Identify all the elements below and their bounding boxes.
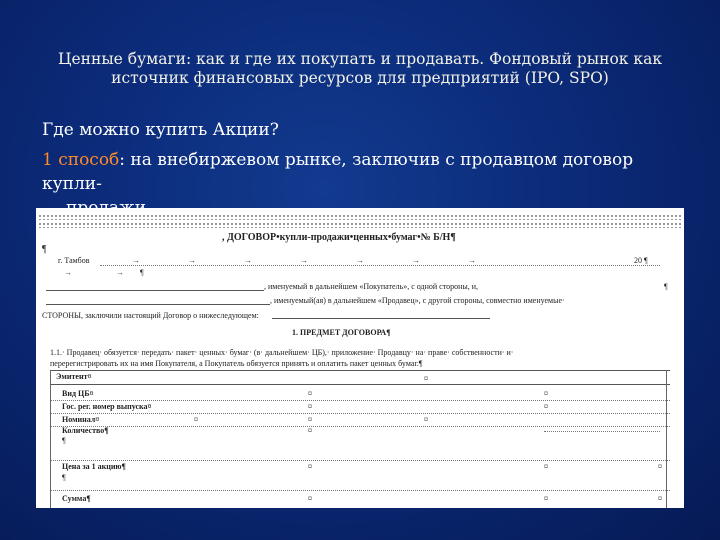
table-row-border (50, 460, 670, 461)
clause-line-2: перерегистрировать их на имя Покупателя, а Покупатель обязуется принять и оплатить пакет ценных бумаг.¶ (50, 359, 423, 368)
section-title: 1. ПРЕДМЕТ ДОГОВОРА¶ (292, 328, 391, 337)
table-cell-mark: ¤ (658, 494, 662, 503)
buyer-line: , именуемый в дальнейшем «Покупатель», с одной стороны, и, (264, 282, 479, 291)
tab-arrow: → (412, 256, 420, 265)
table-row-border (50, 490, 670, 491)
table-row-label: Сумма¶ (62, 494, 91, 503)
table-cell-mark: ¤ (308, 426, 312, 435)
table-row-label: Номинал¤ (62, 415, 100, 424)
contract-heading: , ДОГОВОР•купли-продажи•ценных•бумаг•№ Б/Н¶ (222, 232, 456, 243)
slide-title: Ценные бумаги: как и где их покупать и продавать. Фондовый рынок как источник финансовых ресурсов для предприятий (IPO, SPO) (57, 50, 663, 87)
pilcrow-mark: ¶ (42, 244, 47, 255)
table-cell-mark: ¤ (658, 462, 662, 471)
date-marker: 20 ¶ (634, 256, 648, 265)
tab-arrow: → (116, 268, 124, 277)
seller-line: , именуемый(ая) в дальнейшем «Продавец», с другой стороны, совместно именуемые· (270, 296, 565, 305)
table-row-border (50, 384, 670, 385)
table-cell-mark: ¤ (424, 374, 428, 383)
table-row-label: Гос. рег. номер выпуска¤ (62, 402, 152, 411)
contract-image (36, 208, 684, 508)
table-row-border (50, 400, 670, 401)
tab-arrow: → (132, 256, 140, 265)
pilcrow-mark: ¶ (140, 268, 144, 277)
dotted-border-second (38, 222, 682, 228)
table-cell-mark: ¤ (544, 389, 548, 398)
table-cell-mark: ¤ (544, 462, 548, 471)
parties-line: СТОРОНЫ, заключили настоящий Договор о нижеследующем: (42, 311, 259, 320)
tab-arrow: → (356, 256, 364, 265)
question-text: Где можно купить Акции? (42, 120, 279, 140)
table-row-border (50, 426, 670, 427)
table-row-label: Эмитент¤ (56, 372, 92, 381)
tab-arrow: → (468, 256, 476, 265)
table-row-label: Цена за 1 акцию¶ (62, 462, 126, 471)
clause-line-1: 1.1.· Продавец· обязуется· передать· пакет· ценных· бумаг· (в· дальнейшем· ЦБ),· приложение· Продавцу· на· праве· собственности· и· (50, 348, 514, 357)
buyer-underline (46, 290, 264, 291)
table-row-label: Вид ЦБ¤ (62, 389, 94, 398)
quantity-dotted-line (544, 431, 660, 432)
method-text: : на внебиржевом рынке, заключив с продавцом договор купли- (42, 150, 634, 194)
table-cell-mark: ¤ (308, 415, 312, 424)
city-label: г. Тамбов (58, 256, 90, 265)
pilcrow-mark: ¶ (62, 436, 66, 445)
table-right-border (666, 370, 667, 508)
table-cell-mark: ¤ (308, 462, 312, 471)
pilcrow-mark: ¶ (62, 473, 66, 482)
method-accent: 1 способ (42, 150, 120, 170)
table-cell-mark: ¤ (424, 415, 428, 424)
parties-underline (272, 318, 490, 319)
table-cell-mark: ¤ (194, 415, 198, 424)
table-cell-mark: ¤ (544, 402, 548, 411)
tab-arrow: → (64, 268, 72, 277)
table-top-border (50, 370, 670, 371)
tab-arrow: → (244, 256, 252, 265)
table-cell-mark: ¤ (308, 389, 312, 398)
dotted-border-top (38, 214, 682, 220)
table-row-border (50, 413, 670, 414)
seller-underline (46, 304, 270, 305)
tab-arrow: → (188, 256, 196, 265)
table-left-border (50, 370, 51, 508)
pilcrow-mark: ¶ (664, 282, 668, 291)
table-cell-mark: ¤ (308, 402, 312, 411)
table-cell-mark: ¤ (544, 494, 548, 503)
table-cell-mark: ¤ (308, 494, 312, 503)
tab-arrow: → (300, 256, 308, 265)
table-row-label: Количество¶ (62, 426, 109, 435)
city-dotted-line (100, 265, 660, 266)
